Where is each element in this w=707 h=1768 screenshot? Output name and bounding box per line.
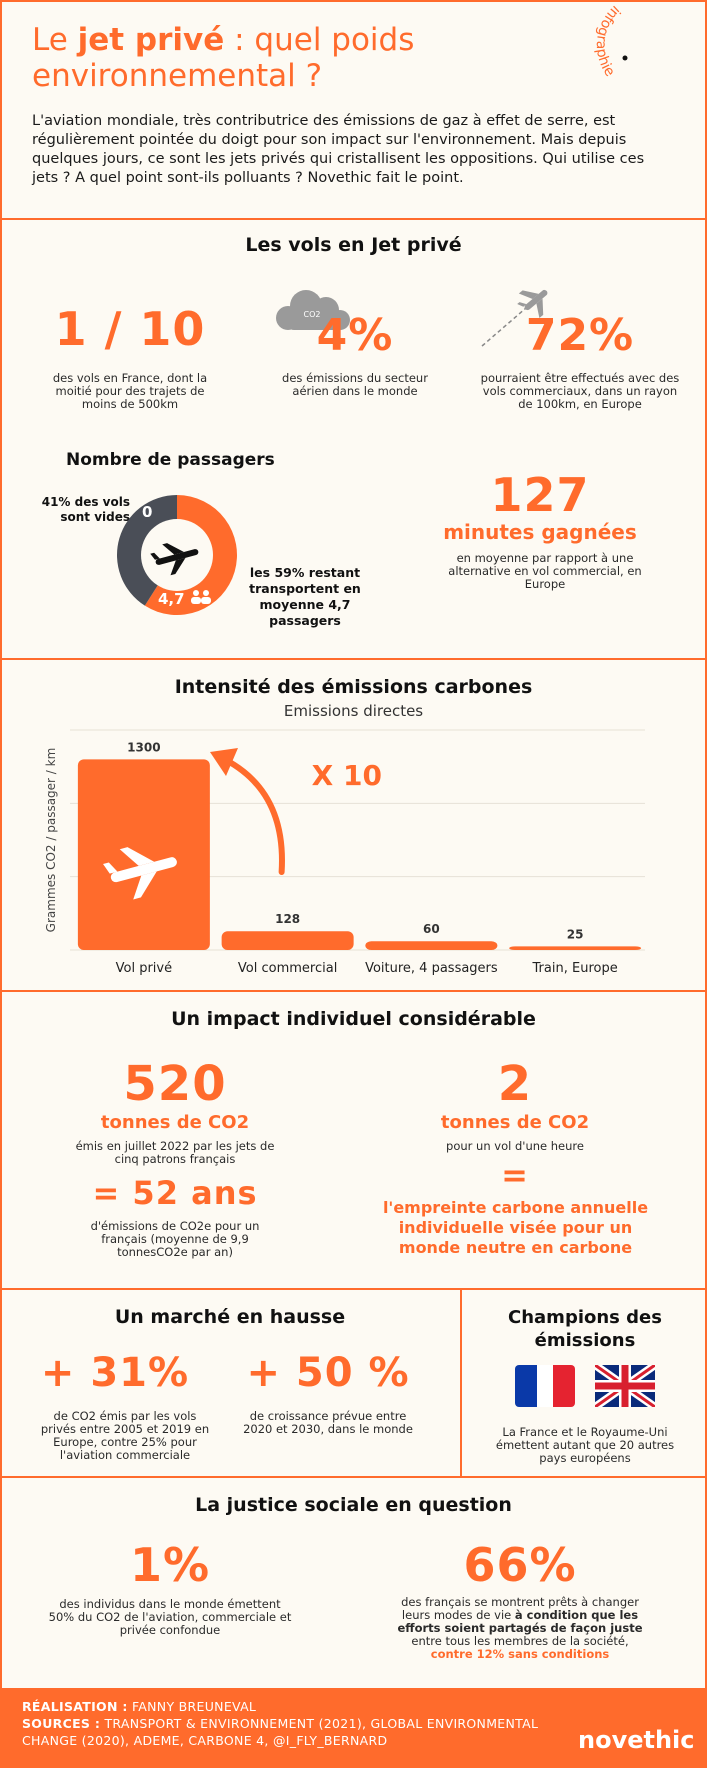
marche-stat2-desc: de croissance prévue entre 2020 et 2030, dans le monde — [243, 1409, 413, 1436]
bar — [222, 931, 354, 950]
divider — [460, 1290, 462, 1476]
header-section — [0, 0, 707, 220]
stat-4pct-value: 4% — [316, 310, 394, 361]
minutes-unit: minutes gagnées — [443, 520, 637, 544]
page-title: Le jet privé : quel poids environnemental ? — [32, 22, 415, 94]
intensite-section — [0, 660, 707, 992]
impact-right-eq-desc: l'empreinte carbone annuelle individuelle visée pour un monde neutre en carbone — [382, 1198, 649, 1257]
footer — [0, 1688, 707, 1768]
vols-title: Les vols en Jet privé — [245, 234, 462, 256]
impact-left-unit: tonnes de CO2 — [100, 1112, 250, 1133]
arrow-curve — [222, 758, 282, 872]
intro-text: L'aviation mondiale, très contributrice des émissions de gaz à effet de serre, est régulièrement pointée du doigt pour son impact sur l'environnement. Mais depuis quelques jours, ce sont les jets privés qui cristallisent les oppositions. Qui utilise ces jets ? A quel point sont-ils polluants ? Novethic fait le point. — [32, 113, 645, 186]
bar-value-label: 128 — [275, 912, 301, 927]
marche-stat1-value: + 31% — [40, 1350, 190, 1396]
category-label: Vol commercial — [237, 961, 338, 976]
footer-credits: RÉALISATION : FANNY BREUNEVAL SOURCES : TRANSPORT & ENVIRONNEMENT (2021), GLOBAL ENVIRONMENTAL CHANGE (2020), ADEME, CARBONE 4, @I_FLY_BERNARD — [22, 1699, 539, 1748]
uk-flag-icon — [595, 1365, 655, 1407]
passagers-title: Nombre de passagers — [66, 450, 275, 470]
justice-stat1-value: 1% — [129, 1538, 211, 1592]
intensite-subtitle: Emissions directes — [283, 702, 424, 720]
minutes-desc: en moyenne par rapport à une alternative en vol commercial, en Europe — [448, 551, 642, 591]
people-icon — [190, 589, 212, 605]
justice-stat2-desc: des français se montrent prêts à changer leurs modes de vie à condition que les efforts soient partagés de façon juste entre tous les membres de la société, contre 12% sans conditions — [397, 1595, 643, 1661]
bar-value-label: 60 — [423, 922, 440, 937]
bar — [509, 946, 641, 950]
bar — [78, 759, 210, 950]
marche-stat2-value: + 50 % — [246, 1350, 410, 1396]
stat-1-10-value: 1 / 10 — [54, 302, 206, 356]
impact-left-desc: émis en juillet 2022 par les jets de cinq patrons français — [75, 1139, 275, 1166]
bar-value-label: 25 — [566, 927, 584, 942]
svg-text:CO2: CO2 — [303, 310, 321, 319]
impact-left-value: 520 — [123, 1056, 227, 1112]
stat-4pct-desc: des émissions du secteur aérien dans le monde — [282, 371, 428, 398]
france-flag-icon — [515, 1365, 575, 1407]
y-axis-label: Grammes CO2 / passager / km — [44, 747, 58, 933]
marche-section — [0, 1290, 707, 1478]
impact-left-eq: = 52 ans — [92, 1174, 258, 1212]
donut-full-value: 4,7 — [158, 590, 185, 608]
stat-1-10-desc: des vols en France, dont la moitié pour des trajets de moins de 500km — [52, 371, 208, 411]
infographie-stamp — [585, 0, 700, 100]
emissions-bar-chart — [0, 720, 707, 992]
marche-title: Un marché en hausse — [114, 1306, 346, 1328]
marche-stat1-desc: de CO2 émis par les vols privés entre 2005 et 2019 en Europe, contre 25% pour l'aviation commerciale — [40, 1409, 210, 1462]
stat-72pct-value: 72% — [525, 310, 635, 361]
full-flights-label: les 59% restant transportent en moyenne 4,7 passagers — [249, 565, 361, 628]
champions-title: Champions des émissions — [508, 1307, 662, 1351]
category-label: Vol privé — [115, 961, 173, 976]
justice-title: La justice sociale en question — [195, 1494, 512, 1516]
bar-value-label: 1300 — [127, 740, 161, 755]
bar — [365, 941, 497, 950]
impact-title: Un impact individuel considérable — [171, 1008, 536, 1030]
category-label: Train, Europe — [532, 961, 618, 976]
minutes-value: 127 — [490, 468, 590, 522]
impact-right-value: 2 — [497, 1056, 533, 1112]
impact-right-unit: tonnes de CO2 — [440, 1112, 590, 1133]
intensite-title: Intensité des émissions carbones — [174, 676, 533, 698]
justice-stat1-desc: des individus dans le monde émettent 50% du CO2 de l'aviation, commerciale et privée confondue — [48, 1597, 292, 1637]
stat-72pct-desc: pourraient être effectués avec des vols commerciaux, dans un rayon de 100km, en Europe — [480, 371, 680, 411]
impact-left-eq-desc: d'émissions de CO2e pour un français (moyenne de 9,9 tonnesCO2e par an) — [90, 1219, 260, 1259]
novethic-logo[interactable]: novethic — [578, 1726, 695, 1754]
vols-section — [0, 220, 707, 660]
justice-stat2-value: 66% — [463, 1538, 577, 1592]
justice-section — [0, 1478, 707, 1688]
multiplier-label: X 10 — [311, 759, 382, 792]
category-label: Voiture, 4 passagers — [365, 961, 498, 976]
donut-empty-value: 0 — [142, 503, 153, 521]
svg-text:infographie: infographie — [592, 2, 624, 80]
impact-section — [0, 992, 707, 1290]
empty-flights-label: 41% des vols sont vides — [41, 495, 130, 524]
impact-right-eq: = — [501, 1156, 529, 1194]
champions-desc: La France et le Royaume-Uni émettent autant que 20 autres pays européens — [495, 1425, 675, 1465]
impact-right-desc: pour un vol d'une heure — [446, 1139, 584, 1153]
